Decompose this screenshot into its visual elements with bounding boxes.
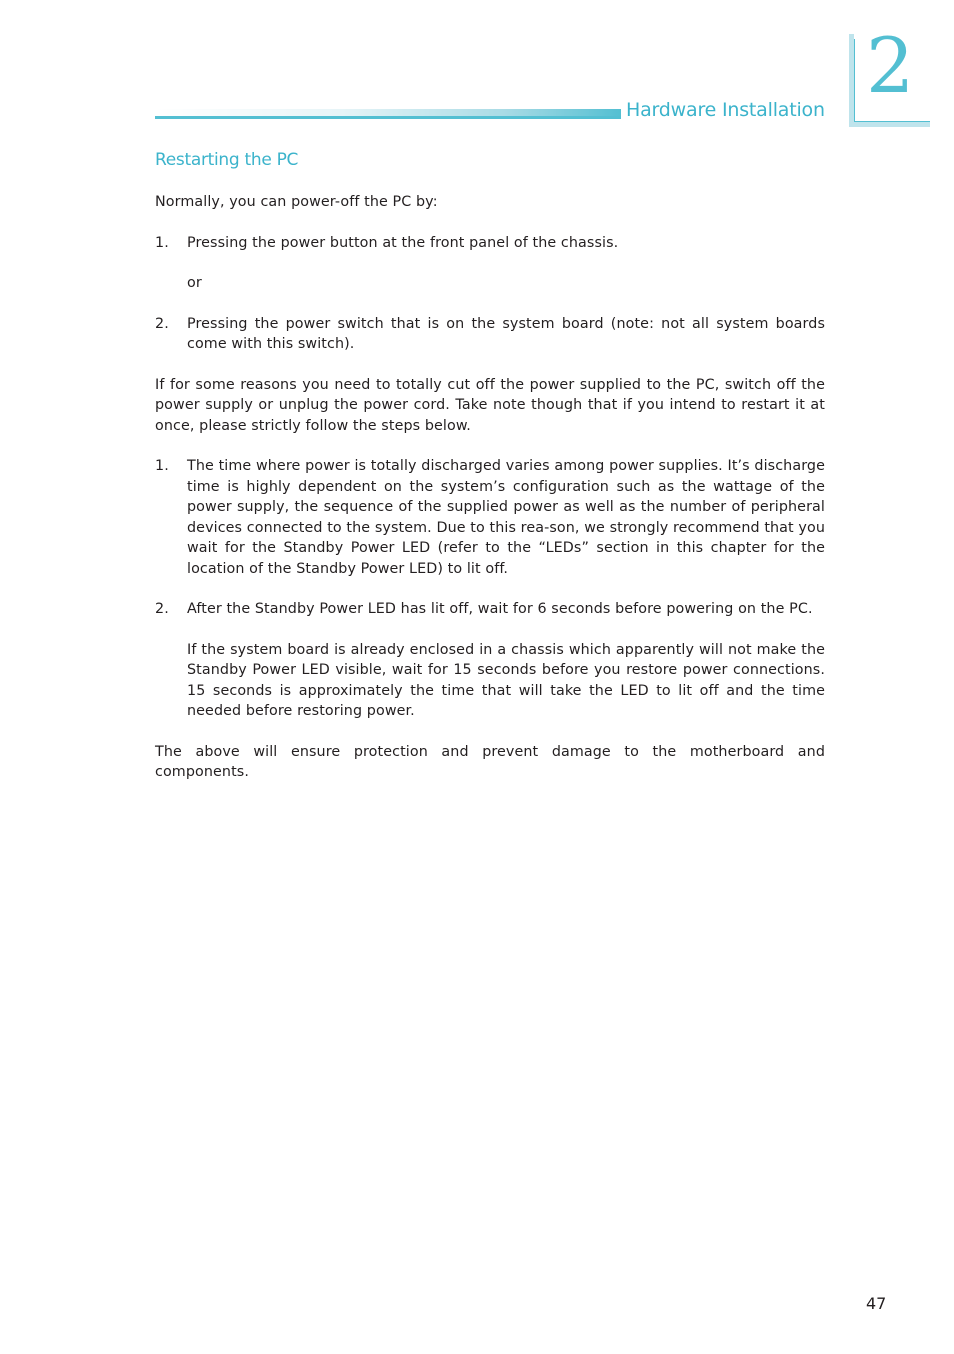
list-text: Pressing the power switch that is on the system board (note: not all system boards come with this switch). xyxy=(187,315,825,352)
list-text: After the Standby Power LED has lit off, wait for 6 seconds before powering on the PC. xyxy=(187,601,813,617)
list-text: Pressing the power button at the front panel of the chassis. xyxy=(187,234,619,251)
list1-item xyxy=(155,314,825,355)
intro-paragraph: Normally, you can power-off the PC by: xyxy=(155,194,438,210)
chapter-box-horizontal-inner xyxy=(854,121,930,122)
list-number: 1. xyxy=(155,234,169,251)
list2-item xyxy=(155,599,825,620)
list1-item xyxy=(155,233,825,254)
header-rule xyxy=(155,116,621,119)
chapter-box-vertical-inner xyxy=(854,39,855,124)
closing-paragraph: The above will ensure protection and prevent damage to the motherboard and components. xyxy=(155,743,825,780)
list-number: 2. xyxy=(155,315,169,332)
list-text: The time where power is totally discharged varies among power supplies. It’s discharge time is highly dependent on the system’s configuration such as the wattage of the power supply, the sequence of the supplied power as well as the number of peripheral devices connected to the system. Due to this rea-son, we strongly recommend that you wait for the Standby Power LED (refer to the “LEDs” section in this chapter for the location of the Standby Power LED) to lit off. xyxy=(187,458,825,577)
section-title: Hardware Installation xyxy=(626,99,825,121)
page-number: 47 xyxy=(866,1294,887,1313)
body-content xyxy=(155,192,825,803)
subsection-title: Restarting the PC xyxy=(155,150,299,170)
list-number: 1. xyxy=(155,458,169,474)
header-bar xyxy=(155,109,621,121)
or-text: or xyxy=(187,275,202,291)
list2-item xyxy=(155,456,825,579)
list-number: 2. xyxy=(155,601,169,617)
list2-note: If the system board is already enclosed in a chassis which apparently will not make the Standby Power LED visible, wait for 15 seconds before you restore power connections. 15 seconds is approximately the time that will take the LED to lit off and the time needed before restoring power. xyxy=(187,641,825,719)
power-cutoff-paragraph: If for some reasons you need to totally cut off the power supplied to the PC, switch off the power supply or unplug the power cord. Take note though that if you intend to restart it at once, please strictly follow the steps below. xyxy=(155,376,825,434)
chapter-box-horizontal xyxy=(849,122,930,127)
chapter-number: 2 xyxy=(866,21,915,110)
